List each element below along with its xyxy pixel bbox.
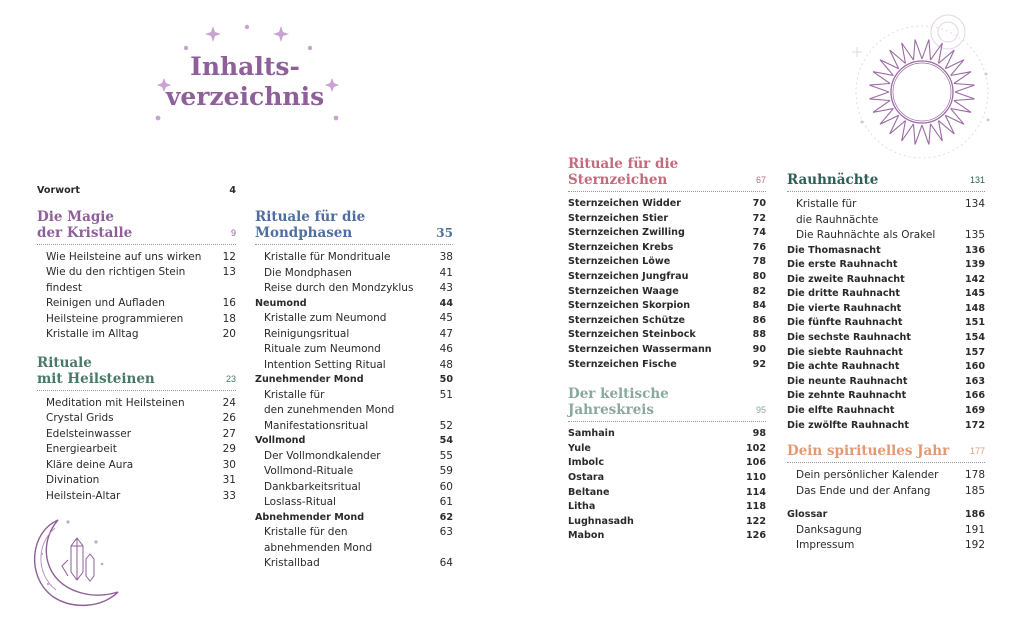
toc-entry-vorwort[interactable]: Vorwort 4 (37, 185, 236, 196)
toc-entry[interactable]: Heilstein-Altar 33 (46, 489, 236, 502)
toc-entry[interactable]: Kläre deine Aura 30 (46, 458, 236, 471)
toc-entry[interactable]: Die sechste Rauhnacht 154 (787, 332, 985, 344)
toc-column-3 (568, 156, 766, 544)
toc-entry[interactable]: Die neunte Rauhnacht 163 (787, 375, 985, 387)
toc-entry[interactable]: Sternzeichen Skorpion 84 (568, 300, 766, 312)
toc-entry[interactable]: Die zehnte Rauhnacht 166 (787, 390, 985, 402)
toc-entry[interactable]: Zunehmender Mond 50 (255, 374, 453, 386)
toc-entry[interactable]: Das Ende und der Anfang 185 (796, 484, 985, 497)
section-heading-spirituelles-jahr[interactable]: Dein spirituelles Jahr 177 (787, 443, 985, 463)
toc-entry[interactable]: Kristallbad 64 (264, 557, 453, 570)
toc-entry[interactable]: Die dritte Rauhnacht 145 (787, 288, 985, 300)
toc-entry-glossar[interactable]: Glossar 186 (787, 509, 985, 521)
toc-entry[interactable]: Sternzeichen Löwe 78 (568, 256, 766, 268)
toc-entry[interactable]: Mabon 126 (568, 530, 766, 542)
toc-entry[interactable]: Die vierte Rauhnacht 148 (787, 302, 985, 314)
page-title: Inhalts- verzeichnis (165, 52, 325, 111)
toc-entry[interactable]: Reinigungsritual 47 (264, 327, 453, 340)
toc-entry[interactable]: Dein persönlicher Kalender 178 (796, 469, 985, 482)
toc-entry[interactable]: Sternzeichen Zwilling 74 (568, 227, 766, 239)
toc-entry[interactable]: Der Vollmondkalender 55 (264, 449, 453, 462)
section-heading-magie[interactable]: Die Magie der Kristalle 9 (37, 209, 236, 245)
toc-entry[interactable]: Kristalle für die Rauhnächte 134 (796, 198, 985, 226)
toc-entry[interactable]: Yule 102 (568, 442, 766, 454)
toc-entry[interactable]: Wie Heilsteine auf uns wirken 12 (46, 250, 236, 263)
toc-entry[interactable]: Sternzeichen Wassermann 90 (568, 343, 766, 355)
toc-entry[interactable]: Sternzeichen Krebs 76 (568, 241, 766, 253)
section-heading-rituale-heilsteine[interactable]: Rituale mit Heilsteinen 23 (37, 355, 236, 391)
toc-entry[interactable]: Reinigen und Aufladen 16 (46, 297, 236, 310)
toc-entry[interactable]: Wie du den richtigen Stein findest 13 (46, 266, 236, 294)
toc-entry[interactable]: Kristalle für den abnehmenden Mond 63 (264, 526, 453, 554)
crescent-moon-icon (22, 514, 127, 614)
toc-column-1 (37, 184, 236, 504)
toc-entry[interactable]: Neumond 44 (255, 297, 453, 309)
toc-entry[interactable]: Sternzeichen Widder 70 (568, 198, 766, 209)
toc-entry[interactable]: Crystal Grids 26 (46, 412, 236, 425)
toc-entry[interactable]: Heilsteine programmieren 18 (46, 312, 236, 325)
toc-entry[interactable]: Edelsteinwasser 27 (46, 427, 236, 440)
toc-entry[interactable]: Kristalle für den zunehmenden Mond 51 (264, 388, 453, 417)
toc-entry[interactable]: Die Rauhnächte als Orakel 135 (796, 229, 985, 241)
toc-entry[interactable]: Kristalle zum Neumond 45 (264, 312, 453, 325)
toc-entry[interactable]: Die achte Rauhnacht 160 (787, 361, 985, 373)
toc-entry[interactable]: Die erste Rauhnacht 139 (787, 259, 985, 271)
crystal-icon (86, 554, 94, 581)
toc-entry[interactable]: Reise durch den Mondzyklus 43 (264, 282, 453, 294)
toc-entry[interactable]: Vollmond 54 (255, 435, 453, 447)
sparkle-icon (205, 26, 221, 42)
toc-entry[interactable]: Sternzeichen Steinbock 88 (568, 329, 766, 341)
toc-entry[interactable]: Die fünfte Rauhnacht 151 (787, 317, 985, 329)
toc-entry[interactable]: Litha 118 (568, 501, 766, 513)
toc-entry[interactable]: Impressum 192 (796, 539, 985, 552)
toc-entry[interactable]: Die Thomasnacht 136 (787, 244, 985, 256)
toc-entry[interactable]: Die zwölfte Rauhnacht 172 (787, 419, 985, 431)
toc-entry[interactable]: Loslass-Ritual 61 (264, 496, 453, 509)
toc-entry[interactable]: Meditation mit Heilsteinen 24 (46, 396, 236, 409)
sparkle-icon (273, 26, 289, 42)
toc-entry[interactable]: Sternzeichen Jungfrau 80 (568, 270, 766, 282)
toc-entry[interactable]: Intention Setting Ritual 48 (264, 358, 453, 371)
toc-entry[interactable]: Samhain 98 (568, 428, 766, 440)
toc-column-2 (255, 209, 453, 572)
toc-entry[interactable]: Abnehmender Mond 62 (255, 511, 453, 523)
sun-icon (838, 10, 998, 165)
section-heading-mondphasen[interactable]: Rituale für die Mondphasen 35 (255, 209, 453, 245)
toc-entry[interactable]: Vollmond-Rituale 59 (264, 465, 453, 478)
section-heading-keltisch[interactable]: Der keltische Jahreskreis 95 (568, 386, 766, 422)
toc-entry[interactable]: Dankbarkeitsritual 60 (264, 480, 453, 493)
toc-entry[interactable]: Sternzeichen Schütze 86 (568, 314, 766, 326)
toc-entry[interactable]: Sternzeichen Fische 92 (568, 358, 766, 370)
toc-entry[interactable]: Rituale zum Neumond 46 (264, 343, 453, 356)
section-heading-rauhnaechte[interactable]: Rauhnächte 131 (787, 172, 985, 192)
toc-entry[interactable]: Sternzeichen Waage 82 (568, 285, 766, 297)
toc-entry[interactable]: Imbolc 106 (568, 457, 766, 469)
toc-entry[interactable]: Kristalle im Alltag 20 (46, 328, 236, 341)
section-heading-sternzeichen[interactable]: Rituale für die Sternzeichen 67 (568, 156, 766, 192)
toc-entry[interactable]: Lughnasadh 122 (568, 515, 766, 527)
toc-column-4 (787, 172, 985, 554)
toc-entry[interactable]: Die Mondphasen 41 (264, 266, 453, 279)
toc-entry[interactable]: Die elfte Rauhnacht 169 (787, 405, 985, 417)
toc-entry[interactable]: Ostara 110 (568, 471, 766, 483)
toc-entry[interactable]: Kristalle für Mondrituale 38 (264, 251, 453, 263)
toc-entry[interactable]: Manifestationsritual 52 (264, 419, 453, 432)
toc-entry[interactable]: Danksagung 191 (796, 523, 985, 536)
toc-entry[interactable]: Energiearbeit 29 (46, 443, 236, 456)
toc-entry[interactable]: Beltane 114 (568, 486, 766, 498)
toc-entry[interactable]: Sternzeichen Stier 72 (568, 212, 766, 224)
toc-entry[interactable]: Die zweite Rauhnacht 142 (787, 273, 985, 285)
toc-entry[interactable]: Die siebte Rauhnacht 157 (787, 346, 985, 358)
toc-entry[interactable]: Divination 31 (46, 474, 236, 487)
